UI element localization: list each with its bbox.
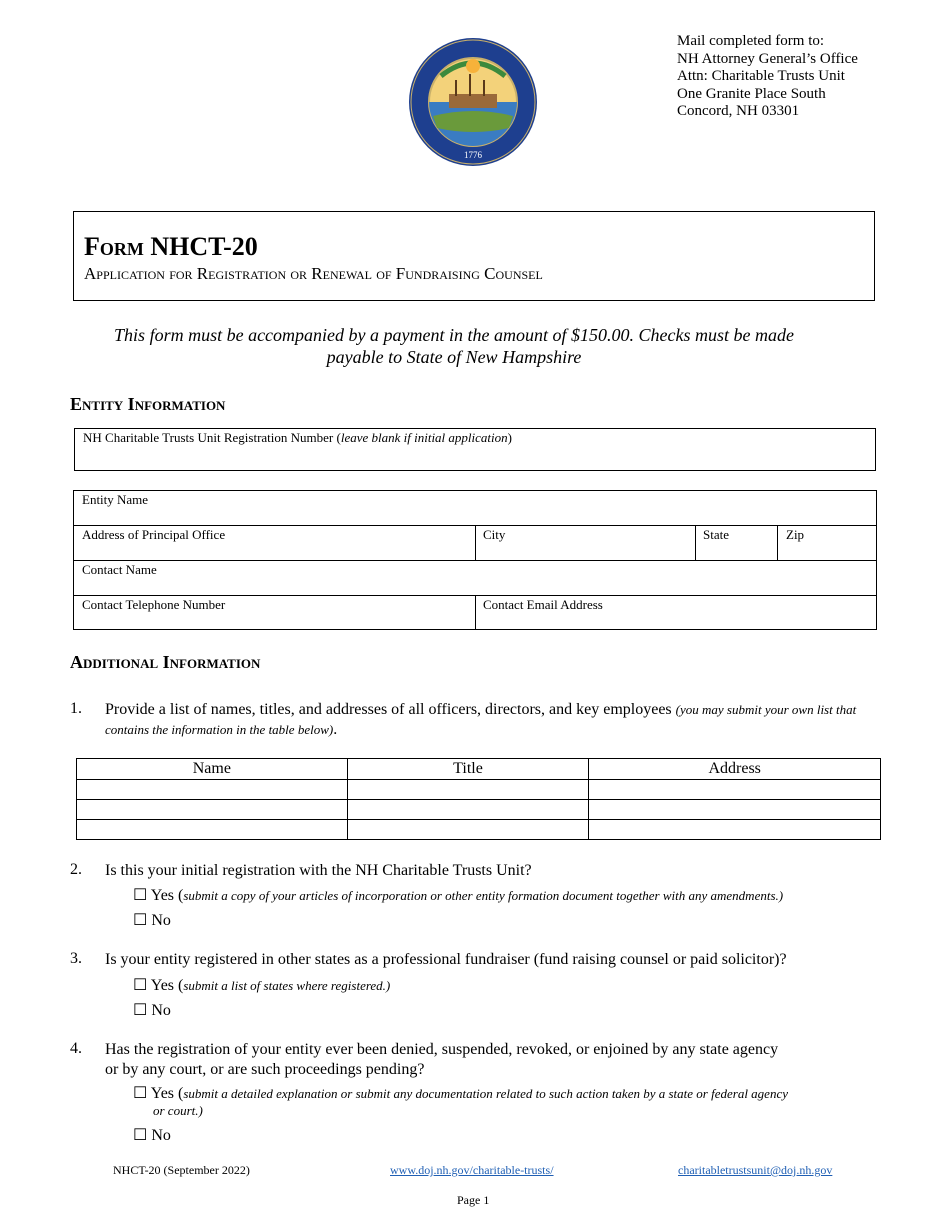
- state-seal-icon: [407, 36, 539, 168]
- address-label: Address of Principal Office: [82, 527, 226, 542]
- question-3-yes-option[interactable]: ☐ Yes (submit a list of states where registered.): [133, 977, 391, 994]
- mail-line: NH Attorney General’s Office: [677, 50, 858, 67]
- question-2-text: Is this your initial registration with the NH Charitable Trusts Unit?: [105, 862, 532, 879]
- officer-title-cell[interactable]: [347, 820, 589, 840]
- contact-name-field[interactable]: [74, 561, 876, 595]
- entity-name-label: Entity Name: [82, 492, 149, 507]
- website-link[interactable]: www.doj.nh.gov/charitable-trusts/: [390, 1163, 554, 1177]
- page-number: Page 1: [457, 1193, 490, 1207]
- question-3-number: 3.: [70, 950, 82, 967]
- question-4-yes-option[interactable]: ☐ Yes (submit a detailed explanation or submit any documentation related to such action taken by a state or federal agency: [133, 1085, 788, 1102]
- contact-email-field[interactable]: [476, 596, 876, 630]
- question-4-number: 4.: [70, 1040, 82, 1057]
- form-title: [84, 232, 258, 262]
- question-3-text: Is your entity registered in other states as a professional fundraiser (fund raising counsel or paid solicitor)?: [105, 951, 787, 968]
- mail-line: Concord, NH 03301: [677, 103, 800, 120]
- mail-line: Attn: Charitable Trusts Unit: [677, 68, 845, 85]
- entity-information-heading: Entity Information: [70, 394, 226, 414]
- officer-name-cell[interactable]: [77, 800, 348, 820]
- mail-line: Mail completed form to:: [677, 33, 825, 49]
- officer-address-cell[interactable]: [589, 780, 881, 800]
- city-label: City: [483, 527, 506, 542]
- form-subtitle: Application for Registration or Renewal of Fundraising Counsel: [84, 264, 543, 283]
- officer-title-cell[interactable]: [347, 800, 589, 820]
- contact-email-label: Contact Email Address: [483, 597, 603, 612]
- column-header-address: Address: [589, 759, 881, 780]
- contact-phone-label: Contact Telephone Number: [82, 597, 226, 612]
- seal-year: 1776: [464, 150, 482, 160]
- zip-label: Zip: [786, 527, 805, 542]
- officer-name-cell[interactable]: [77, 780, 348, 800]
- question-2-yes-option[interactable]: ☐ Yes (submit a copy of your articles of incorporation or other entity formation document together with any amendments.): [133, 887, 784, 904]
- question-3-no-option[interactable]: ☐ No: [133, 1002, 171, 1019]
- question-4-yes-note-continued: or court.): [153, 1103, 203, 1118]
- entity-name-field[interactable]: [74, 491, 876, 525]
- payment-notice: [60, 324, 848, 368]
- notice-line: This form must be accompanied by a payment in the amount of $150.00. Checks must be made: [114, 325, 794, 345]
- email-link[interactable]: charitabletrustsunit@doj.nh.gov: [678, 1163, 833, 1177]
- form-code: NHCT-20: [150, 232, 258, 261]
- state-label: State: [703, 527, 729, 542]
- column-header-name: Name: [77, 759, 348, 780]
- officer-address-cell[interactable]: [589, 820, 881, 840]
- question-1-text: Provide a list of names, titles, and addresses of all officers, directors, and key employees (you may submit your own list that contains the information in the table below).: [105, 701, 857, 738]
- additional-information-heading: Additional Information: [70, 652, 261, 672]
- form-revision-code: NHCT-20 (September 2022): [113, 1163, 250, 1177]
- question-2-no-option[interactable]: ☐ No: [133, 912, 171, 929]
- question-2-number: 2.: [70, 861, 82, 878]
- form-word: Form: [84, 232, 144, 261]
- mail-line: One Granite Place South: [677, 85, 826, 102]
- principal-office-address-field[interactable]: [74, 526, 474, 560]
- table-row: [77, 800, 881, 820]
- contact-name-label: Contact Name: [82, 562, 157, 577]
- notice-line: payable to State of New Hampshire: [326, 347, 582, 367]
- mailing-address: [677, 33, 858, 121]
- officers-table: [76, 758, 881, 840]
- contact-phone-field[interactable]: [74, 596, 474, 630]
- question-4-no-option[interactable]: ☐ No: [133, 1127, 171, 1144]
- state-field[interactable]: [696, 526, 776, 560]
- registration-number-field[interactable]: [74, 428, 876, 471]
- table-row: [77, 780, 881, 800]
- question-4-text: Has the registration of your entity ever been denied, suspended, revoked, or enjoined by any state agency or by any court, or are such proceedings pending?: [105, 1041, 779, 1078]
- officer-title-cell[interactable]: [347, 780, 589, 800]
- entity-details-grid: [73, 490, 877, 630]
- officer-name-cell[interactable]: [77, 820, 348, 840]
- city-field[interactable]: [476, 526, 694, 560]
- registration-number-label: NH Charitable Trusts Unit Registration Number (leave blank if initial application): [83, 430, 512, 445]
- form-title-box: [73, 211, 875, 301]
- officer-address-cell[interactable]: [589, 800, 881, 820]
- zip-field[interactable]: [778, 526, 876, 560]
- table-row: [77, 820, 881, 840]
- question-1-number: 1.: [70, 700, 82, 717]
- column-header-title: Title: [347, 759, 589, 780]
